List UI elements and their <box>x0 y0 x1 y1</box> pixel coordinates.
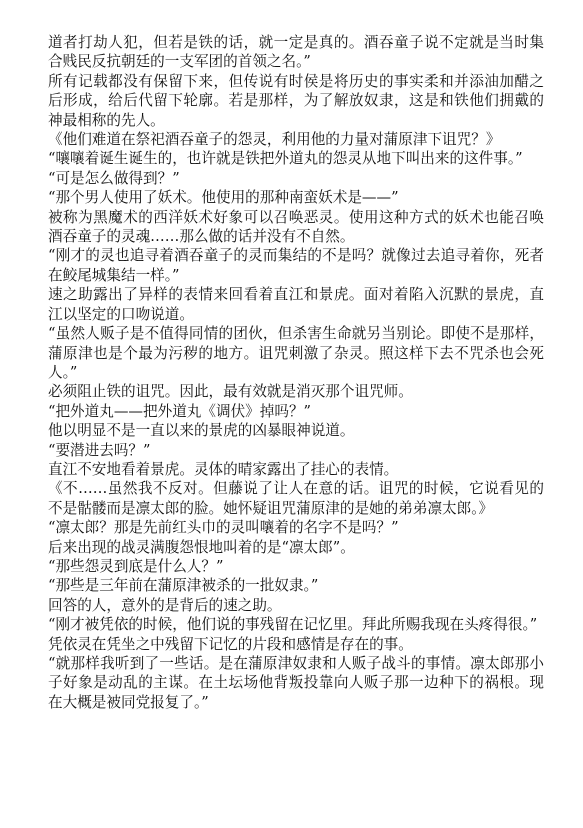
paragraph: “要潜进去吗？” <box>48 441 151 459</box>
paragraph: 《不……虽然我不反对。但藤说了让人在意的话。诅咒的时候，它说看见的不是骷髅而是凛太郎的脸。她怀疑诅咒蒲原津的是她的弟弟凛太郎。》 <box>48 480 544 517</box>
paragraph: “刚才被凭依的时候，他们说的事残留在记忆里。拜此所赐我现在头疼得很。” <box>48 616 538 634</box>
paragraph: “嚷嚷着诞生诞生的，也许就是铁把外道丸的怨灵从地下叫出来的这件事。” <box>48 150 523 168</box>
paragraph: 他以明显不是一直以来的景虎的凶暴眼神说道。 <box>48 422 355 440</box>
paragraph: “就那样我听到了一些话。是在蒲原津奴隶和人贩子战斗的事情。凛太郎那小子好象是动乱的主谋。在土坛场他背叛投靠向人贩子那一边种下的祸根。现在大概是被同党报复了。” <box>48 655 544 711</box>
paragraph: 速之助露出了异样的表情来回看着直江和景虎。面对着陷入沉默的景虎，直江以坚定的口吻说道。 <box>48 286 544 323</box>
paragraph: 道者打劫人犯，但若是铁的话，就一定是真的。酒吞童子说不定就是当时集合贱民反抗朝廷的一支军团的首领之名。” <box>48 34 544 71</box>
paragraph: 所有记载都没有保留下来，但传说有时侯是将历史的事实柔和并添油加醋之后形成，给后代留下轮廓。若是那样，为了解放奴隶，这是和铁他们拥戴的神最相称的先人。 <box>48 72 544 129</box>
paragraph: 必须阻止铁的诅咒。因此，最有效就是消灭那个诅咒师。 <box>48 383 413 401</box>
paragraph: “虽然人贩子是不值得同情的团伙，但杀害生命就另当别论。即使不是那样，蒲原津也是个最为污秽的地方。诅咒刺激了杂灵。照这样下去不咒杀也会死人。” <box>48 325 544 381</box>
paragraph: “可是怎么做得到？” <box>48 169 180 187</box>
paragraph: “把外道丸——把外道丸《调伏》掉吗？” <box>48 402 312 420</box>
document-page <box>48 33 544 712</box>
paragraph: 直江不安地看着景虎。灵体的晴家露出了挂心的表情。 <box>48 460 399 478</box>
paragraph: “刚才的灵也追寻着酒吞童子的灵而集结的不是吗？就像过去追寻着你，死者在鲛尾城集结一样。” <box>48 247 544 284</box>
paragraph: “那些是三年前在蒲原津被杀的一批奴隶。” <box>48 577 319 595</box>
paragraph: 被称为黑魔术的西洋妖术好象可以召唤恶灵。使用这种方式的妖术也能召唤酒吞童子的灵魂……那么做的话并没有不自然。 <box>48 208 544 246</box>
paragraph: “凛太郎？那是先前红头巾的灵叫嚷着的名字不是吗？” <box>48 519 399 537</box>
paragraph: 后来出现的战灵满腹怨恨地叫着的是“凛太郎”。 <box>48 538 355 556</box>
paragraph: “那些怨灵到底是什么人？” <box>48 557 224 575</box>
paragraph: 回答的人，意外的是背后的速之助。 <box>48 596 282 614</box>
paragraph: “那个男人使用了妖术。他使用的那种南蛮妖术是——” <box>48 189 399 207</box>
paragraph: 凭依灵在凭坐之中残留下记忆的片段和感情是存在的事。 <box>48 635 413 653</box>
paragraph: 《他们难道在祭祀酒吞童子的怨灵，利用他的力量对蒲原津下诅咒？》 <box>48 131 501 149</box>
